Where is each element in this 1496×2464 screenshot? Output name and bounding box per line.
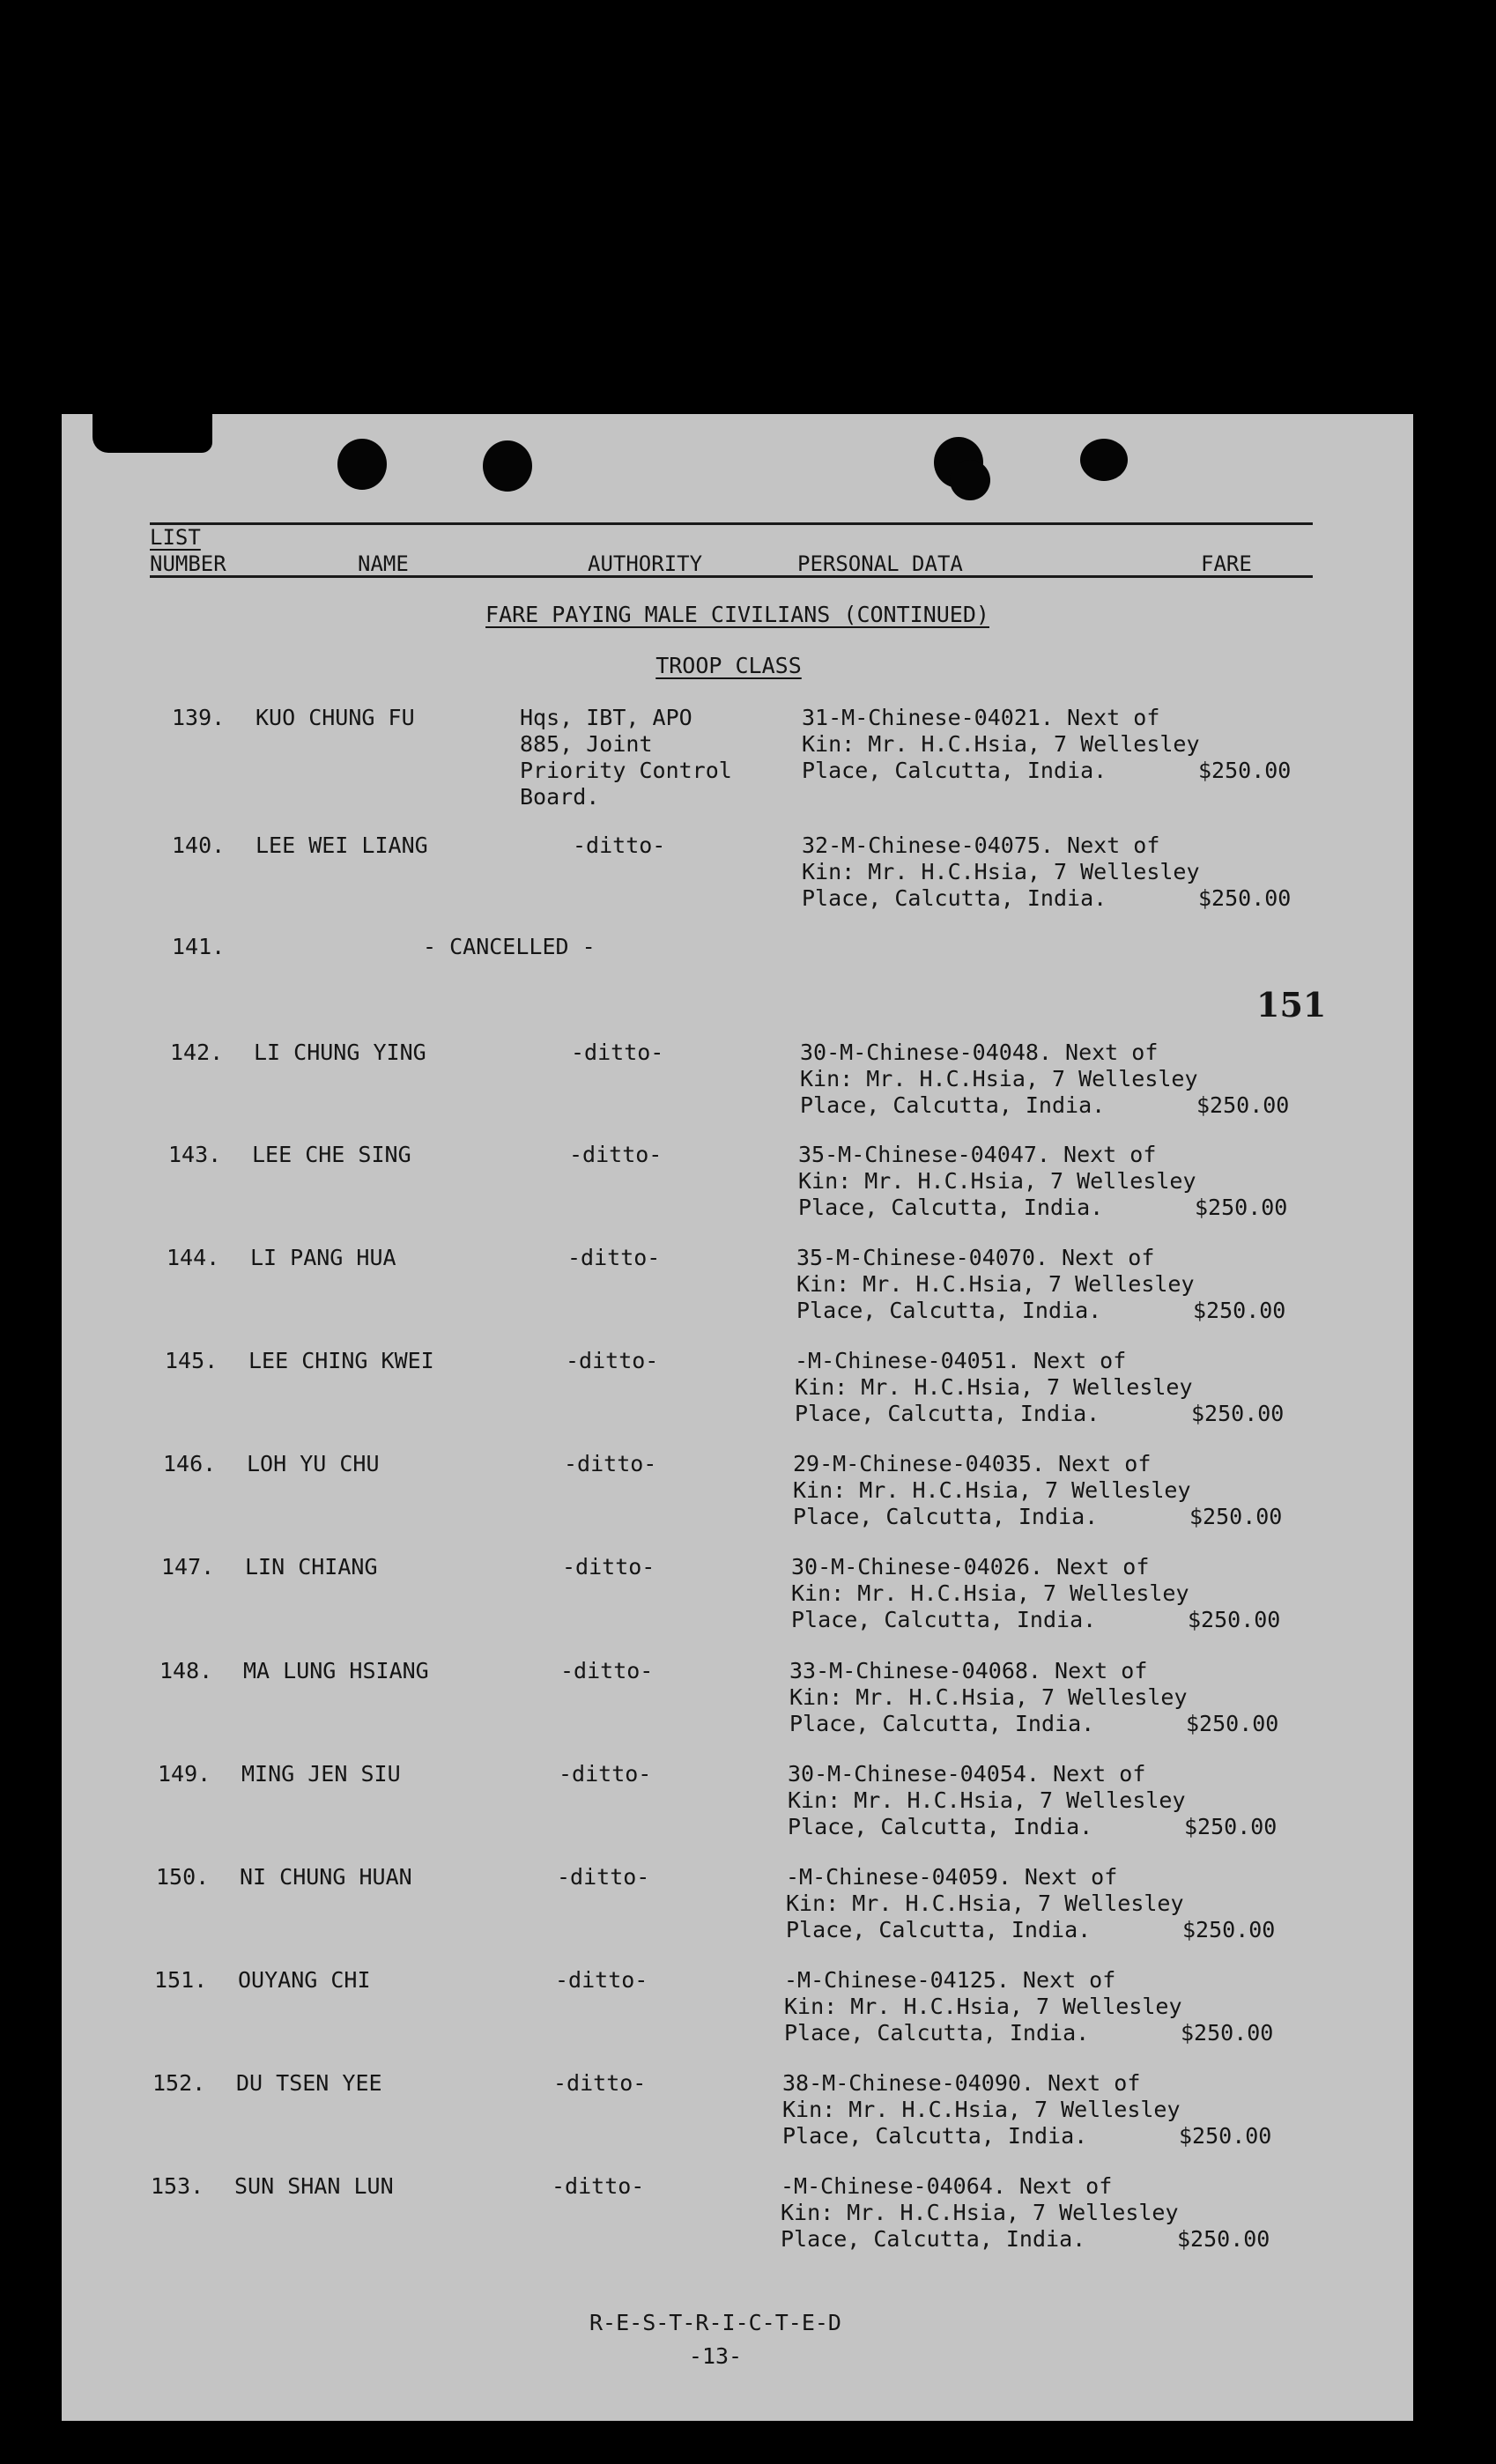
header-bottom-rule	[150, 575, 1313, 578]
punch-hole	[950, 460, 990, 500]
header-top-rule	[150, 522, 1313, 525]
authority: -ditto-	[569, 1142, 663, 1167]
personal-data: 35-M-Chinese-04047. Next of Kin: Mr. H.C.Hsia, 7 Wellesley Place, Calcutta, India.	[798, 1142, 1196, 1220]
personal-data: -M-Chinese-04051. Next of Kin: Mr. H.C.Hsia, 7 Wellesley Place, Calcutta, India.	[795, 1348, 1193, 1426]
personal-data: 32-M-Chinese-04075. Next of Kin: Mr. H.C.Hsia, 7 Wellesley Place, Calcutta, India.	[802, 832, 1200, 911]
entry-number: 145.	[165, 1348, 218, 1373]
punch-hole	[483, 440, 532, 492]
personal-data-header: PERSONAL DATA	[797, 551, 963, 576]
authority: Hqs, IBT, APO 885, Joint Priority Control Board.	[520, 705, 732, 810]
punch-hole	[1080, 439, 1128, 481]
personal-data: -M-Chinese-04064. Next of Kin: Mr. H.C.Hsia, 7 Wellesley Place, Calcutta, India.	[781, 2173, 1179, 2252]
entry-number: 142.	[170, 1040, 224, 1065]
passenger-name: LEE WEI LIANG	[256, 832, 428, 858]
passenger-name: LI PANG HUA	[250, 1245, 396, 1270]
authority: -ditto-	[571, 1040, 664, 1065]
personal-data: 33-M-Chinese-04068. Next of Kin: Mr. H.C.Hsia, 7 Wellesley Place, Calcutta, India.	[789, 1658, 1188, 1736]
personal-data: 30-M-Chinese-04054. Next of Kin: Mr. H.C.Hsia, 7 Wellesley Place, Calcutta, India.	[788, 1761, 1186, 1839]
punch-hole	[337, 439, 387, 490]
passenger-name: MA LUNG HSIANG	[243, 1658, 429, 1683]
passenger-name: LIN CHIANG	[245, 1554, 378, 1580]
section-title: FARE PAYING MALE CIVILIANS (CONTINUED)	[485, 602, 989, 627]
fare-amount: $250.00	[1181, 2020, 1274, 2046]
authority: -ditto-	[564, 1451, 657, 1476]
entry-number: 150.	[156, 1864, 210, 1890]
entry-number: 147.	[161, 1554, 215, 1580]
fare-amount: $250.00	[1179, 2123, 1272, 2149]
fare-amount: $250.00	[1184, 1814, 1278, 1839]
personal-data: 31-M-Chinese-04021. Next of Kin: Mr. H.C.Hsia, 7 Wellesley Place, Calcutta, India.	[802, 705, 1200, 783]
entry-number: 148.	[159, 1658, 213, 1683]
personal-data: 35-M-Chinese-04070. Next of Kin: Mr. H.C.Hsia, 7 Wellesley Place, Calcutta, India.	[796, 1245, 1195, 1323]
entry-number: 146.	[163, 1451, 217, 1476]
personal-data: 38-M-Chinese-04090. Next of Kin: Mr. H.C.Hsia, 7 Wellesley Place, Calcutta, India.	[782, 2070, 1181, 2149]
passenger-name: KUO CHUNG FU	[256, 705, 415, 730]
fare-header: FARE	[1201, 551, 1252, 576]
stamped-number: 151	[1256, 985, 1327, 1025]
passenger-name: DU TSEN YEE	[236, 2070, 382, 2096]
authority: -ditto-	[553, 2070, 647, 2096]
fare-amount: $250.00	[1188, 1607, 1281, 1632]
entry-number: 141.	[172, 934, 226, 959]
authority: -ditto-	[573, 832, 666, 858]
fare-amount: $250.00	[1186, 1711, 1279, 1736]
passenger-name: SUN SHAN LUN	[234, 2173, 394, 2199]
fare-amount: $250.00	[1191, 1401, 1285, 1426]
personal-data: 29-M-Chinese-04035. Next of Kin: Mr. H.C.Hsia, 7 Wellesley Place, Calcutta, India.	[793, 1451, 1191, 1529]
personal-data: -M-Chinese-04059. Next of Kin: Mr. H.C.Hsia, 7 Wellesley Place, Calcutta, India.	[786, 1864, 1184, 1942]
entry-number: 149.	[158, 1761, 211, 1787]
passenger-name: LOH YU CHU	[247, 1451, 380, 1476]
personal-data: 30-M-Chinese-04048. Next of Kin: Mr. H.C.Hsia, 7 Wellesley Place, Calcutta, India.	[800, 1040, 1198, 1118]
passenger-name: NI CHUNG HUAN	[240, 1864, 412, 1890]
fare-amount: $250.00	[1195, 1195, 1288, 1220]
fare-amount: $250.00	[1198, 885, 1292, 911]
page-tear	[93, 414, 212, 453]
fare-amount: $250.00	[1182, 1917, 1276, 1942]
personal-data: -M-Chinese-04125. Next of Kin: Mr. H.C.Hsia, 7 Wellesley Place, Calcutta, India.	[784, 1967, 1182, 2046]
entry-number: 140.	[172, 832, 226, 858]
entry-number: 153.	[151, 2173, 204, 2199]
page-number: -13-	[688, 2343, 743, 2369]
passenger-name: LI CHUNG YING	[254, 1040, 426, 1065]
authority: -ditto-	[559, 1761, 652, 1787]
personal-data: 30-M-Chinese-04026. Next of Kin: Mr. H.C.Hsia, 7 Wellesley Place, Calcutta, India.	[791, 1554, 1189, 1632]
authority: -ditto-	[560, 1658, 654, 1683]
passenger-name: LEE CHE SING	[252, 1142, 411, 1167]
passenger-name: MING JEN SIU	[241, 1761, 401, 1787]
name-header: NAME	[358, 551, 409, 576]
fare-amount: $250.00	[1196, 1092, 1290, 1118]
authority: -ditto-	[567, 1245, 661, 1270]
authority: -ditto-	[562, 1554, 655, 1580]
authority: -ditto-	[552, 2173, 645, 2199]
fare-amount: $250.00	[1189, 1504, 1283, 1529]
passenger-name: OUYANG CHI	[238, 1967, 371, 1993]
fare-amount: $250.00	[1193, 1298, 1286, 1323]
list-number-header: LIST NUMBER	[150, 525, 226, 576]
fare-amount: $250.00	[1198, 758, 1292, 783]
entry-number: 139.	[172, 705, 226, 730]
document-page	[62, 414, 1413, 2421]
authority-header: AUTHORITY	[588, 551, 703, 576]
authority: -ditto-	[566, 1348, 659, 1373]
entry-number: 151.	[154, 1967, 208, 1993]
authority: - CANCELLED -	[423, 934, 596, 959]
fare-amount: $250.00	[1177, 2226, 1270, 2252]
entry-number: 144.	[167, 1245, 220, 1270]
entry-number: 152.	[152, 2070, 206, 2096]
entry-number: 143.	[168, 1142, 222, 1167]
authority: -ditto-	[557, 1864, 650, 1890]
footer	[40, 2306, 1391, 2373]
classification-marking: R-E-S-T-R-I-C-T-E-D	[589, 2310, 841, 2335]
class-title: TROOP CLASS	[655, 653, 802, 678]
authority: -ditto-	[555, 1967, 648, 1993]
passenger-name: LEE CHING KWEI	[248, 1348, 434, 1373]
